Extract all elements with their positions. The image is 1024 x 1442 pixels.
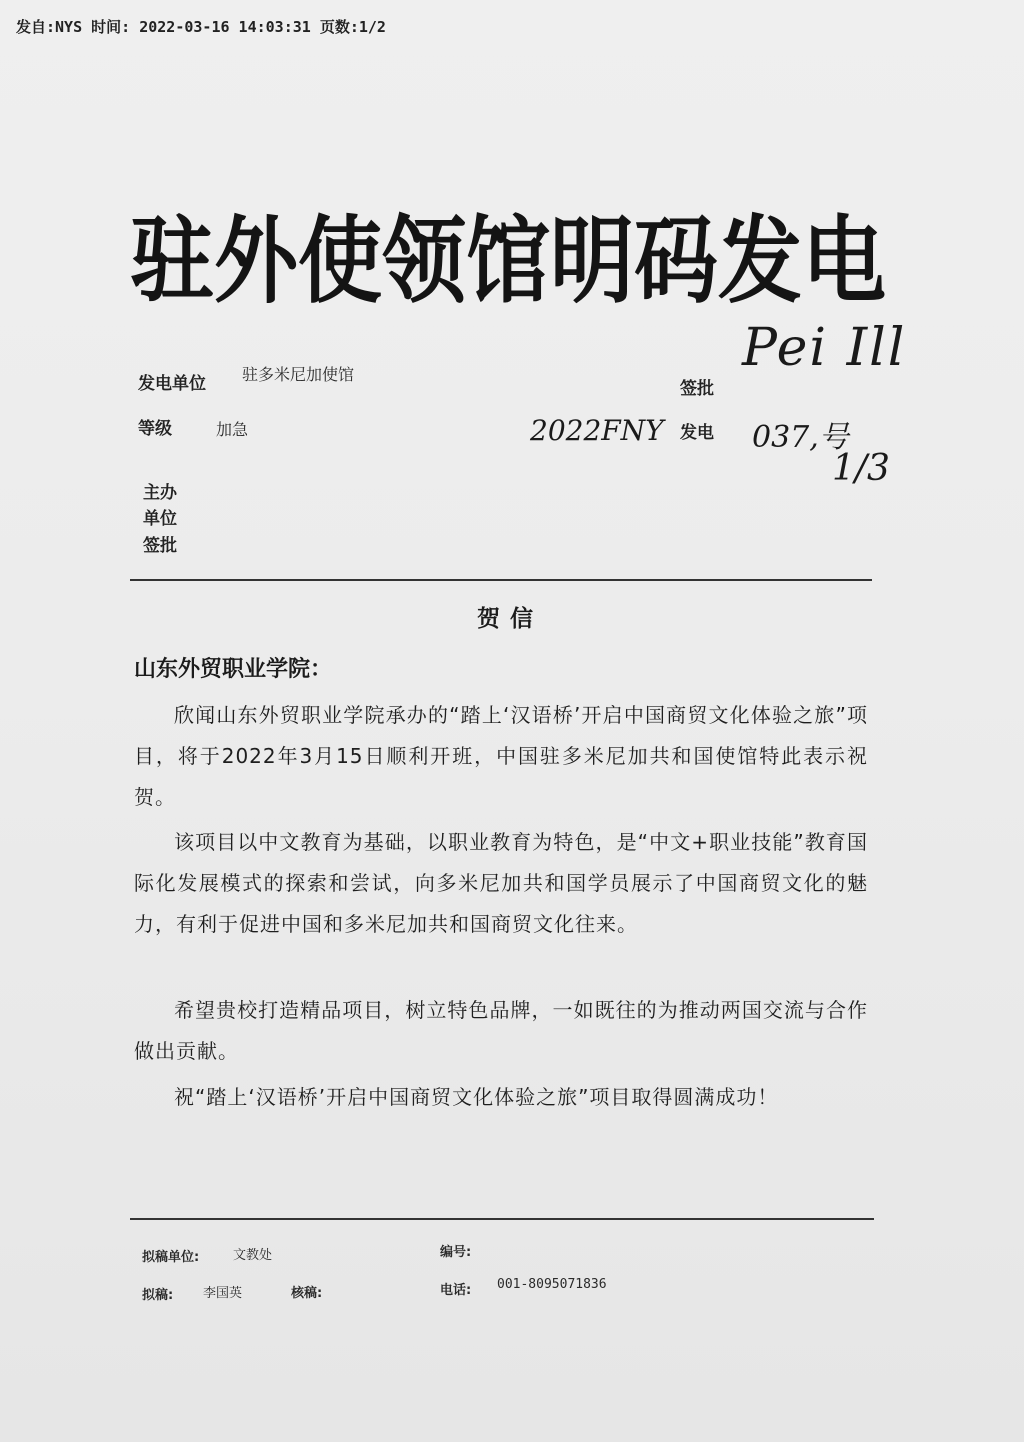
letter-paragraph-1: 欣闻山东外贸职业学院承办的“踏上‘汉语桥’开启中国商贸文化体验之旅”项目，将于2022年3月15日顺利开班，中国驻多米尼加共和国使馆特此表示祝贺。 bbox=[134, 703, 868, 809]
drafter-label: 拟稿: bbox=[142, 1288, 174, 1303]
handwritten-serial-suffix: 037,号 bbox=[752, 420, 849, 455]
phone-value: 001-8095071836 bbox=[497, 1277, 607, 1292]
letter-paragraph-2: 该项目以中文教育为基础，以职业教育为特色，是“中文+职业技能”教育国际化发展模式的探索和尝试，向多米尼加共和国学员展示了中国商贸文化的魅力，有利于促进中国和多米尼加共和国商贸文化往来。 bbox=[134, 830, 868, 936]
sender-value: 驻多米尼加使馆 bbox=[242, 365, 355, 384]
sender-label: 发电单位 bbox=[138, 374, 206, 394]
letter-salutation: 山东外贸职业学院： bbox=[134, 657, 333, 682]
host-label-2: 单位 bbox=[143, 509, 177, 529]
fax-header: 发自:NYS 时间: 2022-03-16 14:03:31 页数:1/2 bbox=[16, 18, 386, 36]
host-label-3: 签批 bbox=[143, 536, 177, 556]
reviewer-label: 核稿: bbox=[291, 1286, 323, 1301]
handwritten-signature: Pei Ill bbox=[742, 318, 907, 378]
draft-unit-label: 拟稿单位: bbox=[142, 1250, 200, 1265]
document-title: 驻外使领馆明码发电 bbox=[130, 206, 887, 316]
letter-paragraph-4: 祝“踏上‘汉语桥’开启中国商贸文化体验之旅”项目取得圆满成功！ bbox=[174, 1085, 779, 1109]
letter-paragraph-3: 希望贵校打造精品项目，树立特色品牌，一如既往的为推动两国交流与合作做出贡献。 bbox=[134, 998, 868, 1063]
host-label-1: 主办 bbox=[143, 483, 177, 503]
footer-divider bbox=[130, 1218, 874, 1220]
phone-label: 电话: bbox=[440, 1283, 472, 1298]
handwritten-serial-prefix: 2022FNY bbox=[530, 414, 664, 447]
draft-unit-value: 文教处 bbox=[233, 1248, 273, 1263]
number-label: 编号: bbox=[440, 1245, 472, 1260]
handwritten-page-count: 1/3 bbox=[832, 448, 890, 489]
header-divider bbox=[130, 579, 872, 581]
approval-label: 签批 bbox=[680, 379, 714, 399]
letter-title: 贺信 bbox=[477, 606, 543, 632]
grade-label: 等级 bbox=[138, 419, 172, 439]
grade-value: 加急 bbox=[216, 420, 249, 439]
telegram-label: 发电 bbox=[680, 423, 714, 443]
drafter-value: 李国英 bbox=[203, 1286, 243, 1301]
